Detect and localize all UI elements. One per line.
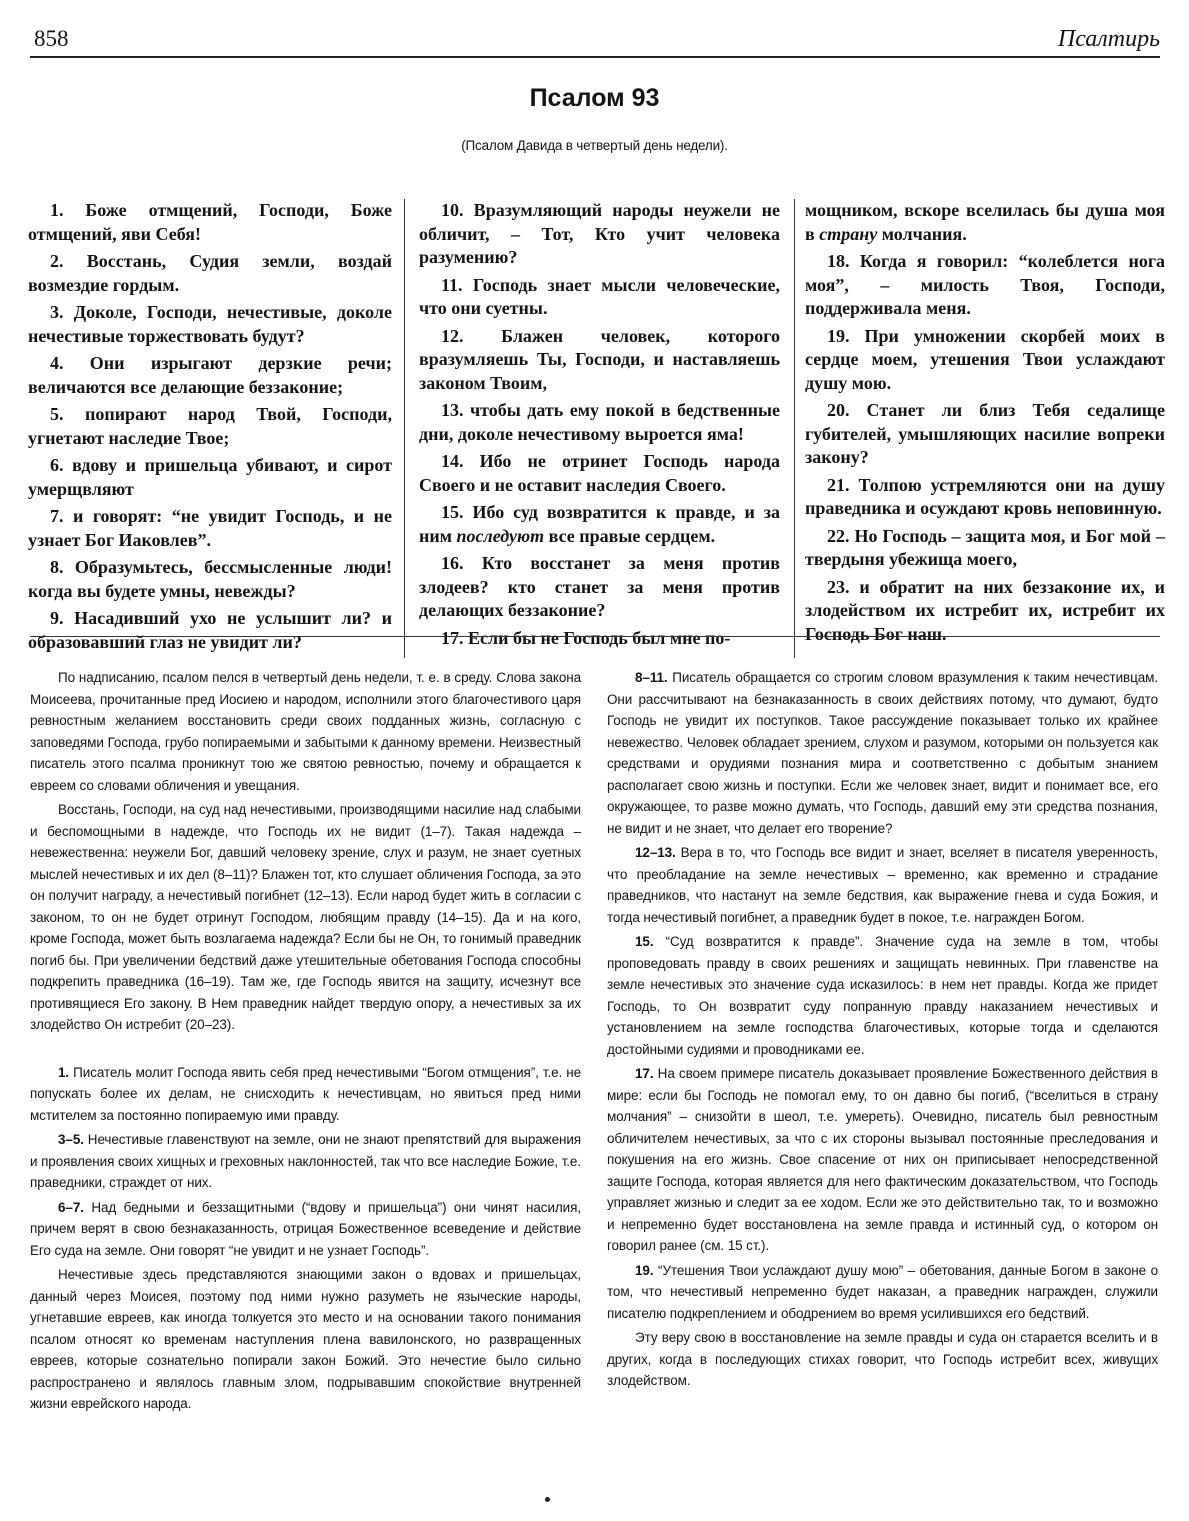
verse-19: 19. При умножении скорбей моих в сердце моем, утешения Твои услаждают душу мою. [805,325,1165,393]
running-head [30,22,1160,58]
verse-23: 23. и обратит на них беззаконие их, и злодейством их истребит их, истребит их Господь Бог наш. [805,576,1165,644]
commentary-wicked-note: Нечестивые здесь представляются знающими закон о вдовах и пришельцах, данный через Моисея, поэтому под ними нужно разуметь не языческие народы, угнетавшие евреев, как иногда толкуется это место и на основании такого понимания псалом относят ко временам наступления плена вавилонского, но развращенных евреев, которые сознательно попирали закон Божий. Это нечестие было сильно распространено и являлось главным злом, подрывавшим спокойствие внутренней жизни еврейского народа. [30,1267,581,1411]
verse-17-italic-word: страну [819,223,878,244]
commentary-column-left [30,667,581,1497]
verse-3: 3. Доколе, Господи, нечестивые, доколе нечестивые торжествовать будут? [28,302,392,346]
verse-1: 1. Боже отмщений, Господи, Боже отмщений, яви Себя! [28,200,392,244]
page-mark-dot [545,1497,550,1502]
verse-15-start: 15. Ибо суд возвратится к правде, и за ним [419,502,780,546]
verse-21: 21. Толпою устремляются они на душу праведника и осуждают кровь неповинную. [805,474,1165,518]
commentary-ref: 6–7. [58,1199,84,1215]
commentary-summary: Восстань, Господи, на суд над нечестивыми, производящими насилие над слабыми и беспомощными в надежде, что Господь их не видит (1–7). Такая надежда – невежественна: неужели Бог, давший человеку зрение, слух и разум, не знает суетных мыслей нечестивых и их дел (8–11)? Блажен тот, кто слушает обличения Господа, за это он получит награду, а нечестивый погибнет (12–13). Если народ будет жить в согласии с законом, то он не будет отринут Господом, любящим правду (14–15). Да и на кого, кроме Господа, может быть возлагаема надежда? Если бы не Он, то гонимый праведник погиб бы. При увеличении бедствий даже утешительные обетования Господа способны подкрепить праведника (16–19). Там же, где Господь явится на защиту, исчезнут все противящиеся Его закону. В Нем праведник найдет твердую опору, а нечестивых за их злодейство Он истребит (20–23). [30,802,581,1032]
verse-4: 4. Они изрыгают дерзкие речи; величаются все делающие беззаконие; [28,353,392,397]
commentary-verse-1: 1. Писатель молит Господа явить себя пред нечестивыми “Богом отмщения”, т.е. не попускать более их делам, не снисходить к нечестивцам, но явиться пред ними мстителем за постоянно попираемую ими правду. [30,1064,581,1123]
verse-2: 2. Восстань, Судия земли, воздай возмездие гордым. [28,251,392,295]
verse-17: 17. Если бы не Господь был мне по- [441,627,731,648]
commentary-verse-15: 15. “Суд возвратится к правде”. Значение суда на земле в том, чтобы проповедовать правду в своих решениях и защищать невинных. При главенстве на земле нечестивых это значение суда исказилось: в нем нет правды. Когда же придет Господь, то Он возвратит суду попранную правду наказанием нечестивых и установлением на земле господства благочестивых, которые тогда и сделаются достойными судиями и проводниками ее. [607,934,1158,1057]
verse-5: 5. попирают народ Твой, Господи, угнетают наследие Твое; [28,404,392,448]
page-number: 858 [34,26,69,51]
commentary-ref: 3–5. [58,1132,84,1147]
verse-15-end: все правые сердцем. [548,525,716,546]
verse-17-cont-start: мощником, вскоре вселилась бы душа моя в [805,200,1165,244]
verse-column-2 [404,199,794,658]
verse-15-italic-word: последуют [456,525,545,546]
verse-6: 6. вдову и пришельца убивают, и сирот умерщвляют [28,455,392,499]
verse-column-1 [28,199,404,658]
verse-column-3 [794,199,1165,658]
verse-9: 9. Насадивший ухо не услышит ли? и образовавший глаз не увидит ли? [28,608,392,652]
commentary [30,667,1158,1497]
verse-18: 18. Когда я говорил: “колеблется нога моя”, – милость Твоя, Господи, поддерживала меня. [805,251,1165,318]
psalm-inscription: (Псалом Давида в четвертый день недели). [461,138,728,153]
commentary-ref: 15. [635,934,654,949]
commentary-verse-19: 19. “Утешения Твои услаждают душу мою” – обетования, данные Богом в законе о том, что нечестивый непременно будет наказан, а праведник награжден, служили писателю подкреплением и ободрением во время усилившихся его бедствий. [607,1262,1158,1321]
commentary-verse-17: 17. На своем примере писатель доказывает проявление Божественного действия в мире: если бы Господь не помогал ему, то он давно бы погиб, (“вселиться в страну молчания” – снизойти в шеол, т.е. умереть). Очевидно, писатель был ревностным обличителем нечестивых, за что с их стороны вызывал постоянные преследования и покушения на его жизнь. Свое спасение от них он приписывает непосредственной защите Господа, которая является для него фактическим доказательством, что Господь управляет жизнью и следит за ее ходом. Если же это действительно так, то и возможно и непременно будет восстановлена на земле правда и истинный суд, о котором он говорил ранее (см. 15 ст.). [607,1066,1158,1253]
commentary-verses-3-5: 3–5. Нечестивые главенствуют на земле, они не знают препятствий для выражения и проявления своих хищных и греховных наклонностей, так что все наследие Божие, т.е. праведники, страждет от них. [30,1132,582,1190]
verse-22: 22. Но Господь – защита моя, и Бог мой – твердыня убежища моего, [805,525,1165,569]
psalm-verses [28,199,1165,652]
commentary-ref: 19. [635,1262,654,1278]
commentary-ref: 1. [58,1064,70,1080]
commentary-ref: 8–11. [635,670,668,685]
verse-16: 16. Кто восстанет за меня против злодеев? кто станет за меня против делающих беззаконие? [419,553,780,620]
verses-divider [30,636,1160,637]
commentary-column-right [607,667,1158,1497]
commentary-verses-12-13: 12–13. Вера в то, что Господь все видит и знает, вселяет в писателя уверенность, что преобладание на земле нечестивых – временно, как временно и страдание праведников, что настанут на земле бедствия, как выражение гнева и суда Божия, и тогда нечестивый погибнет, а праведник будет в покое, т.е. награжден Богом. [607,845,1159,925]
commentary-verses-6-7: 6–7. Над бедными и беззащитными (“вдову и пришельца”) они чинят насилия, причем верят в свою безнаказанность, отрицая Божественное всеведение и действие Его суда на земле. Они говорят “не увидит и не узнает Господь”. [30,1199,581,1258]
header-divider [30,56,1160,58]
commentary-ref: 17. [635,1066,654,1081]
verse-15 [419,501,780,548]
commentary-ref: 12–13. [635,845,676,860]
verse-14: 14. Ибо не отринет Господь народа Своего и не оставит наследия Своего. [419,451,780,495]
book-title: Псалтирь [1057,26,1160,52]
verse-10: 10. Вразумляющий народы неужели не обличит, – Тот, Кто учит человека разумению? [419,200,780,267]
verse-13: 13. чтобы дать ему покой в бедственные дни, доколе нечестивому выроется яма! [419,400,780,444]
verse-17-cont-end: молчания. [881,223,967,244]
commentary-verses-8-11: 8–11. Писатель обращается со строгим словом вразумления к таким нечестивцам. Они рассчитывают на безнаказанность в своих действиях потому, что думают, будто Господь не увидит их поступков. Такое рассуждение показывает только их крайнее невежество. Человек обладает зрением, слухом и разумом, которыми он пользуется как средствами и орудиями познания мира и соответственно с добытым знанием располагает свою жизнь и поступки. Если же человек знает, видит и понимает все, его окружающее, то разве можно думать, что Господь, давший ему эти средства познания, не видит и не знает, что делает его творение? [607,670,1158,836]
verse-8: 8. Образумьтесь, бессмысленные люди! когда вы будете умны, невежды? [28,557,392,601]
psalm-title: Псалом 93 [529,84,660,112]
verse-11: 11. Господь знает мысли человеческие, что они суетны. [419,274,780,318]
commentary-intro: По надписанию, псалом пелся в четвертый день недели, т. е. в среду. Слова закона Моисеева, прочитанные пред Иосиею и народом, исполнили этого благочестивого царя ревностным желанием восстановить среди своих подданных жизнь, согласную с заповедями Господа, грубо попираемыми и забытыми к данному времени. Неизвестный писатель этого псалма проникнут тою же святою ревностью, почему и обращается к евреем со словами обличения и увещания. [30,670,581,793]
verse-20: 20. Станет ли близ Тебя седалище губителей, умышляющих насилие вопреки закону? [805,400,1165,467]
verse-7: 7. и говорят: “не увидит Господь, и не узнает Бог Иаковлев”. [28,506,392,550]
verse-17-continued [805,199,1165,246]
commentary-conclusion: Эту веру свою в восстановление на земле правды и суда он старается вселить и в других, когда в последующих стихах говорит, что Господь истребит всех, живущих злодейством. [607,1330,1158,1388]
verse-12: 12. Блажен человек, которого вразумляешь Ты, Господи, и наставляешь законом Твоим, [419,325,780,393]
